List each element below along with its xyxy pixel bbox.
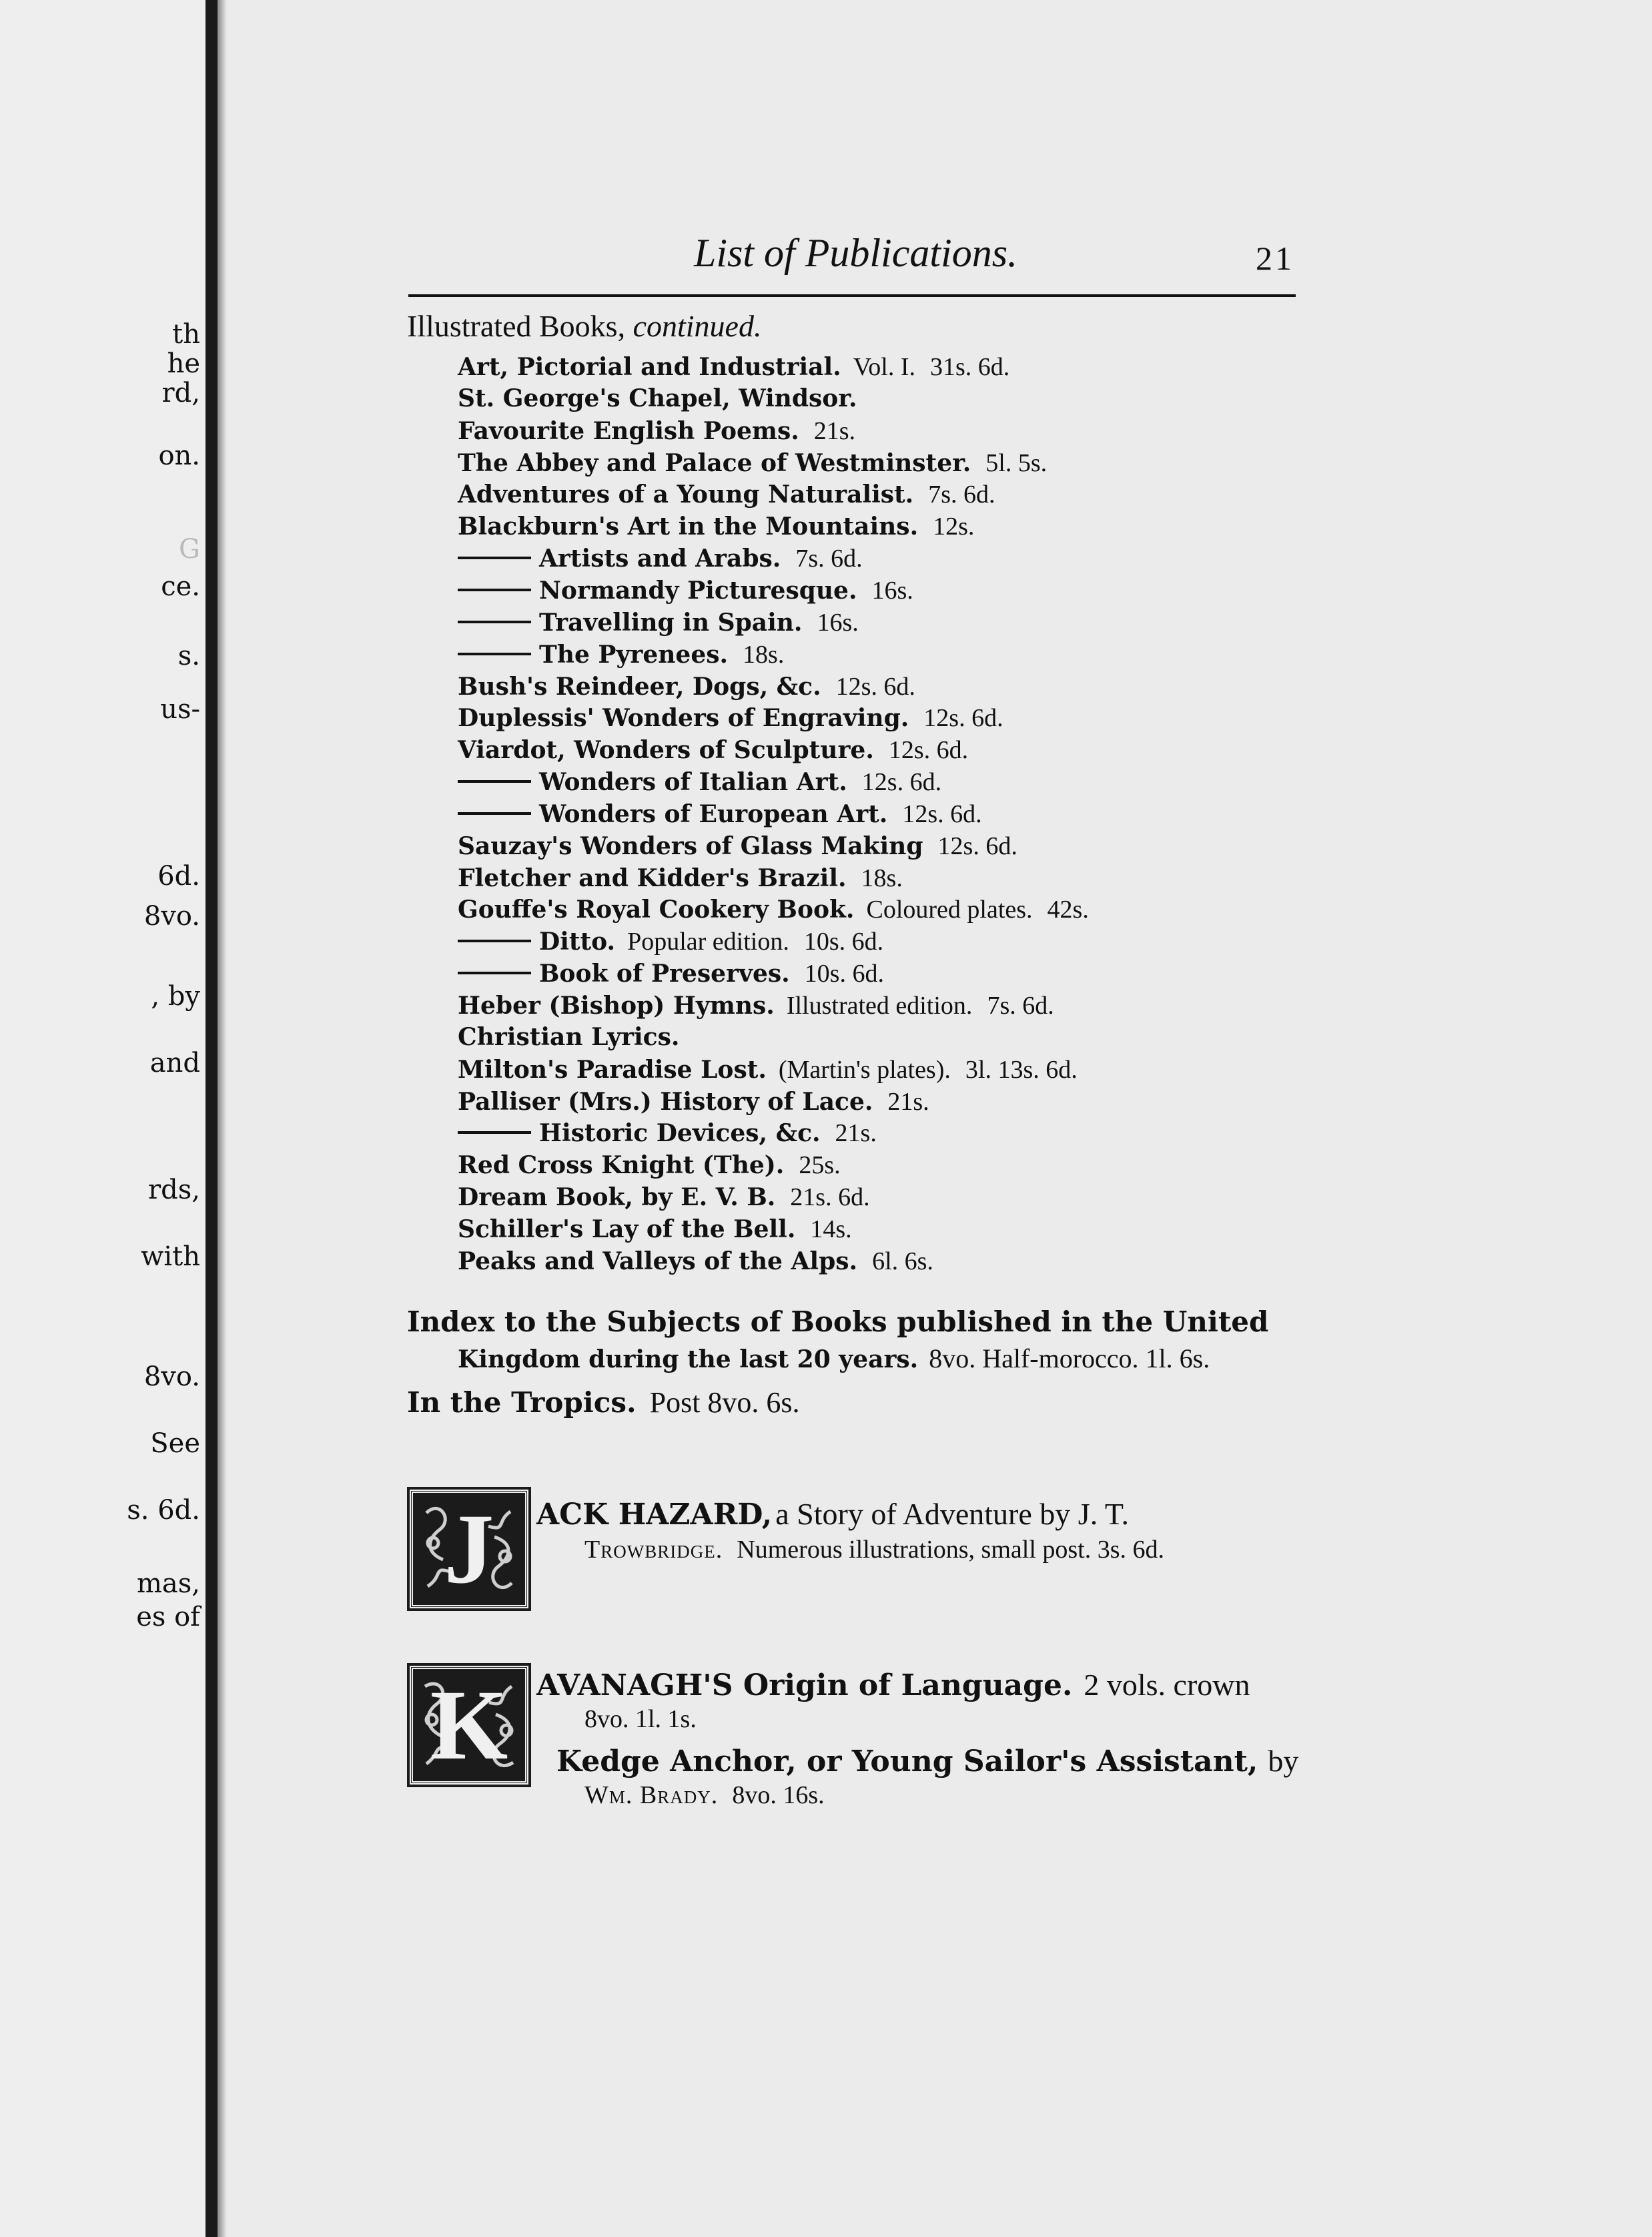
left-page-fragment: , by xyxy=(151,981,200,1012)
publication-title: Historic Devices, &c. xyxy=(539,1119,821,1147)
left-page-fragment: he xyxy=(167,348,200,379)
publication-price: 16s. xyxy=(817,609,859,637)
publication-title: Wonders of European Art. xyxy=(539,800,888,828)
left-page-fragment: 6d. xyxy=(157,861,200,892)
left-page-fragment: ce. xyxy=(161,571,200,602)
decorated-initial-j xyxy=(410,1490,528,1608)
publication-entry xyxy=(458,576,913,608)
publication-title: Viardot, Wonders of Sculpture. xyxy=(458,736,874,764)
publication-title: Artists and Arabs. xyxy=(539,545,781,573)
publication-entry xyxy=(458,416,855,448)
publication-entry xyxy=(458,672,915,704)
section-heading-text: Illustrated Books, xyxy=(407,309,626,343)
left-page-fragment: and xyxy=(149,1048,200,1078)
tropics-entry xyxy=(407,1385,800,1419)
publication-price: 42s. xyxy=(1047,896,1089,924)
publication-entry xyxy=(458,959,884,991)
index-entry xyxy=(407,1305,1269,1373)
publication-entry xyxy=(458,1215,852,1247)
publication-title: Blackburn's Art in the Mountains. xyxy=(458,513,919,541)
publication-note: Popular edition. xyxy=(627,928,789,956)
publication-title: Ditto. xyxy=(539,928,616,956)
publication-title: St. George's Chapel, Windsor. xyxy=(458,384,857,412)
jack-hazard-sub-line xyxy=(584,1535,1164,1564)
publication-entry xyxy=(458,927,883,959)
index-entry-title: Index to the Subjects of Books published in the United xyxy=(407,1305,1269,1338)
jack-hazard-title-line xyxy=(536,1496,1129,1532)
publication-price: 10s. 6d. xyxy=(803,928,884,956)
left-page-fragment: rds, xyxy=(148,1175,200,1205)
ditto-dash xyxy=(458,589,531,591)
ditto-dash xyxy=(458,653,531,655)
publication-price: 7s. 6d. xyxy=(795,545,863,573)
publication-price: 10s. 6d. xyxy=(804,960,884,988)
kedge-anchor-sub-line xyxy=(584,1781,825,1810)
left-page-fragment: es of xyxy=(136,1602,200,1632)
publication-note: Coloured plates. xyxy=(866,896,1033,924)
publication-price: 3l. 13s. 6d. xyxy=(965,1056,1078,1084)
left-page-fragment: mas, xyxy=(136,1568,200,1599)
kedge-anchor-title-rest: by xyxy=(1268,1744,1299,1778)
jack-hazard-title-rest: a Story of Adventure by J. T. xyxy=(775,1497,1130,1531)
initial-letter-k: K xyxy=(430,1670,508,1781)
publication-price: 12s. 6d. xyxy=(923,704,1003,732)
publication-entry xyxy=(458,352,1009,384)
publication-entry xyxy=(458,384,857,416)
publication-price: 21s. xyxy=(835,1119,877,1147)
kavanagh-title-rest: 2 vols. crown xyxy=(1084,1668,1250,1702)
publication-note: Illustrated edition. xyxy=(786,992,973,1020)
publication-entry xyxy=(458,767,941,800)
gutter-shadow xyxy=(218,0,227,2237)
publication-title: Favourite English Poems. xyxy=(458,417,799,445)
publication-entry xyxy=(458,895,1089,927)
publication-entry xyxy=(458,1183,870,1215)
publication-price: 7s. 6d. xyxy=(987,992,1054,1020)
publication-title: The Abbey and Palace of Westminster. xyxy=(458,449,971,477)
kavanagh-title-line xyxy=(536,1667,1250,1702)
kedge-anchor-title: Kedge Anchor, or Young Sailor's Assistant, xyxy=(556,1744,1258,1779)
publication-title: The Pyrenees. xyxy=(539,641,729,669)
publication-entry xyxy=(458,1118,877,1151)
running-title: List of Publications. xyxy=(694,231,1018,275)
publication-price: 12s. 6d. xyxy=(835,673,915,701)
publication-entry xyxy=(458,1087,929,1119)
publication-price: 21s. xyxy=(813,417,856,445)
left-page-fragment: s. 6d. xyxy=(127,1495,200,1526)
ditto-dash xyxy=(458,621,531,623)
publication-entry xyxy=(458,544,863,576)
publication-title: Normandy Picturesque. xyxy=(539,577,857,605)
publication-entry xyxy=(458,512,974,544)
kedge-anchor-title-line xyxy=(556,1743,1298,1779)
initial-letter-j: J xyxy=(444,1494,494,1604)
index-entry-subtitle: Kingdom during the last 20 years. xyxy=(458,1345,919,1373)
ditto-dash xyxy=(458,940,531,942)
publication-entry xyxy=(458,800,982,832)
publication-entry xyxy=(458,448,1047,481)
publication-entry xyxy=(458,1247,933,1279)
publication-price: 12s. 6d. xyxy=(937,832,1017,860)
publication-price: 18s. xyxy=(861,864,903,892)
publication-entry xyxy=(458,640,784,672)
left-page-fragment: th xyxy=(172,319,200,350)
ditto-dash xyxy=(458,780,531,783)
publication-price: 12s. 6d. xyxy=(861,768,942,796)
publication-price: 16s. xyxy=(871,577,913,605)
publication-entry xyxy=(458,832,1017,864)
publication-entry xyxy=(458,480,995,512)
left-page-fragment: us- xyxy=(160,694,200,725)
decorated-initial-k xyxy=(410,1666,528,1785)
left-page-fragment: 8vo. xyxy=(143,1361,200,1392)
ditto-dash xyxy=(458,557,531,559)
publication-entry xyxy=(458,1055,1078,1087)
ditto-dash xyxy=(458,972,531,974)
publication-note: Vol. I. xyxy=(853,353,915,381)
kedge-anchor-note: 8vo. 16s. xyxy=(732,1781,825,1809)
left-page-fragment: G xyxy=(179,534,200,565)
publication-title: Wonders of Italian Art. xyxy=(539,768,847,796)
ditto-dash xyxy=(458,812,531,815)
jack-hazard-author: Trowbridge. xyxy=(584,1536,723,1564)
publication-entry xyxy=(458,703,1003,735)
section-heading xyxy=(407,308,761,344)
publication-title: Red Cross Knight (The). xyxy=(458,1151,785,1179)
publication-price: 12s. xyxy=(933,513,975,541)
tropics-entry-note: Post 8vo. 6s. xyxy=(649,1386,800,1419)
jack-hazard-note: Numerous illustrations, small post. 3s. 6d. xyxy=(737,1536,1165,1564)
publication-title: Bush's Reindeer, Dogs, &c. xyxy=(458,673,821,701)
index-entry-note: 8vo. Half-morocco. 1l. 6s. xyxy=(929,1343,1210,1373)
publication-price: 12s. 6d. xyxy=(888,736,969,764)
left-page-fragment: s. xyxy=(177,641,200,671)
publication-title: Travelling in Spain. xyxy=(539,609,803,637)
publication-price: 5l. 5s. xyxy=(985,449,1048,477)
publication-title: Art, Pictorial and Industrial. xyxy=(458,353,841,381)
publication-entry xyxy=(458,608,859,640)
left-page-fragment: 8vo. xyxy=(143,901,200,932)
page-number: 21 xyxy=(1256,240,1294,277)
publication-title: Schiller's Lay of the Bell. xyxy=(458,1215,796,1243)
publication-price: 12s. 6d. xyxy=(902,800,982,828)
publication-title: Book of Preserves. xyxy=(539,960,790,988)
publication-price: 21s. 6d. xyxy=(790,1183,870,1211)
left-page-fragment: See xyxy=(150,1428,200,1459)
publication-title: Duplessis' Wonders of Engraving. xyxy=(458,704,909,732)
publication-price: 6l. 6s. xyxy=(872,1247,933,1275)
publication-title: Adventures of a Young Naturalist. xyxy=(458,481,914,509)
kavanagh-second-line xyxy=(584,1704,697,1734)
left-page-fragment: on. xyxy=(158,440,200,471)
ditto-dash xyxy=(458,1131,531,1134)
publication-entry xyxy=(458,735,968,767)
publication-price: 25s. xyxy=(799,1151,841,1179)
publication-price: 7s. 6d. xyxy=(928,481,995,509)
publication-note: (Martin's plates). xyxy=(778,1056,951,1084)
publication-price: 21s. xyxy=(887,1088,929,1116)
section-heading-continued: continued. xyxy=(633,309,762,343)
kavanagh-title: AVANAGH'S Origin of Language. xyxy=(536,1668,1073,1702)
publication-title: Palliser (Mrs.) History of Lace. xyxy=(458,1088,873,1116)
index-entry-subline xyxy=(458,1343,1210,1374)
publication-entry xyxy=(458,1151,841,1183)
header-rule xyxy=(408,294,1296,297)
publication-entry xyxy=(458,991,1054,1023)
publication-entry xyxy=(458,1023,679,1055)
publication-title: Gouffe's Royal Cookery Book. xyxy=(458,896,855,924)
publication-title: Fletcher and Kidder's Brazil. xyxy=(458,864,847,892)
publication-title: Dream Book, by E. V. B. xyxy=(458,1183,776,1211)
publication-title: Heber (Bishop) Hymns. xyxy=(458,992,775,1020)
publication-title: Christian Lyrics. xyxy=(458,1023,680,1051)
page-header xyxy=(400,227,1334,287)
left-page-edge xyxy=(0,0,218,2237)
publication-title: Peaks and Valleys of the Alps. xyxy=(458,1247,858,1275)
kedge-anchor-author: Wm. Brady. xyxy=(584,1781,719,1809)
jack-hazard-title: ACK HAZARD, xyxy=(536,1498,773,1532)
left-page-fragment: with xyxy=(141,1241,200,1272)
publication-title: Sauzay's Wonders of Glass Making xyxy=(458,832,923,860)
publication-entry xyxy=(458,864,903,896)
publication-price: 14s. xyxy=(810,1215,852,1243)
tropics-entry-title: In the Tropics. xyxy=(407,1386,637,1419)
kavanagh-price: 8vo. 1l. 1s. xyxy=(584,1705,697,1733)
left-page-fragment: rd, xyxy=(161,378,200,408)
publication-title: Milton's Paradise Lost. xyxy=(458,1056,767,1084)
publication-price: 31s. 6d. xyxy=(929,353,1010,381)
publication-price: 18s. xyxy=(743,641,785,669)
